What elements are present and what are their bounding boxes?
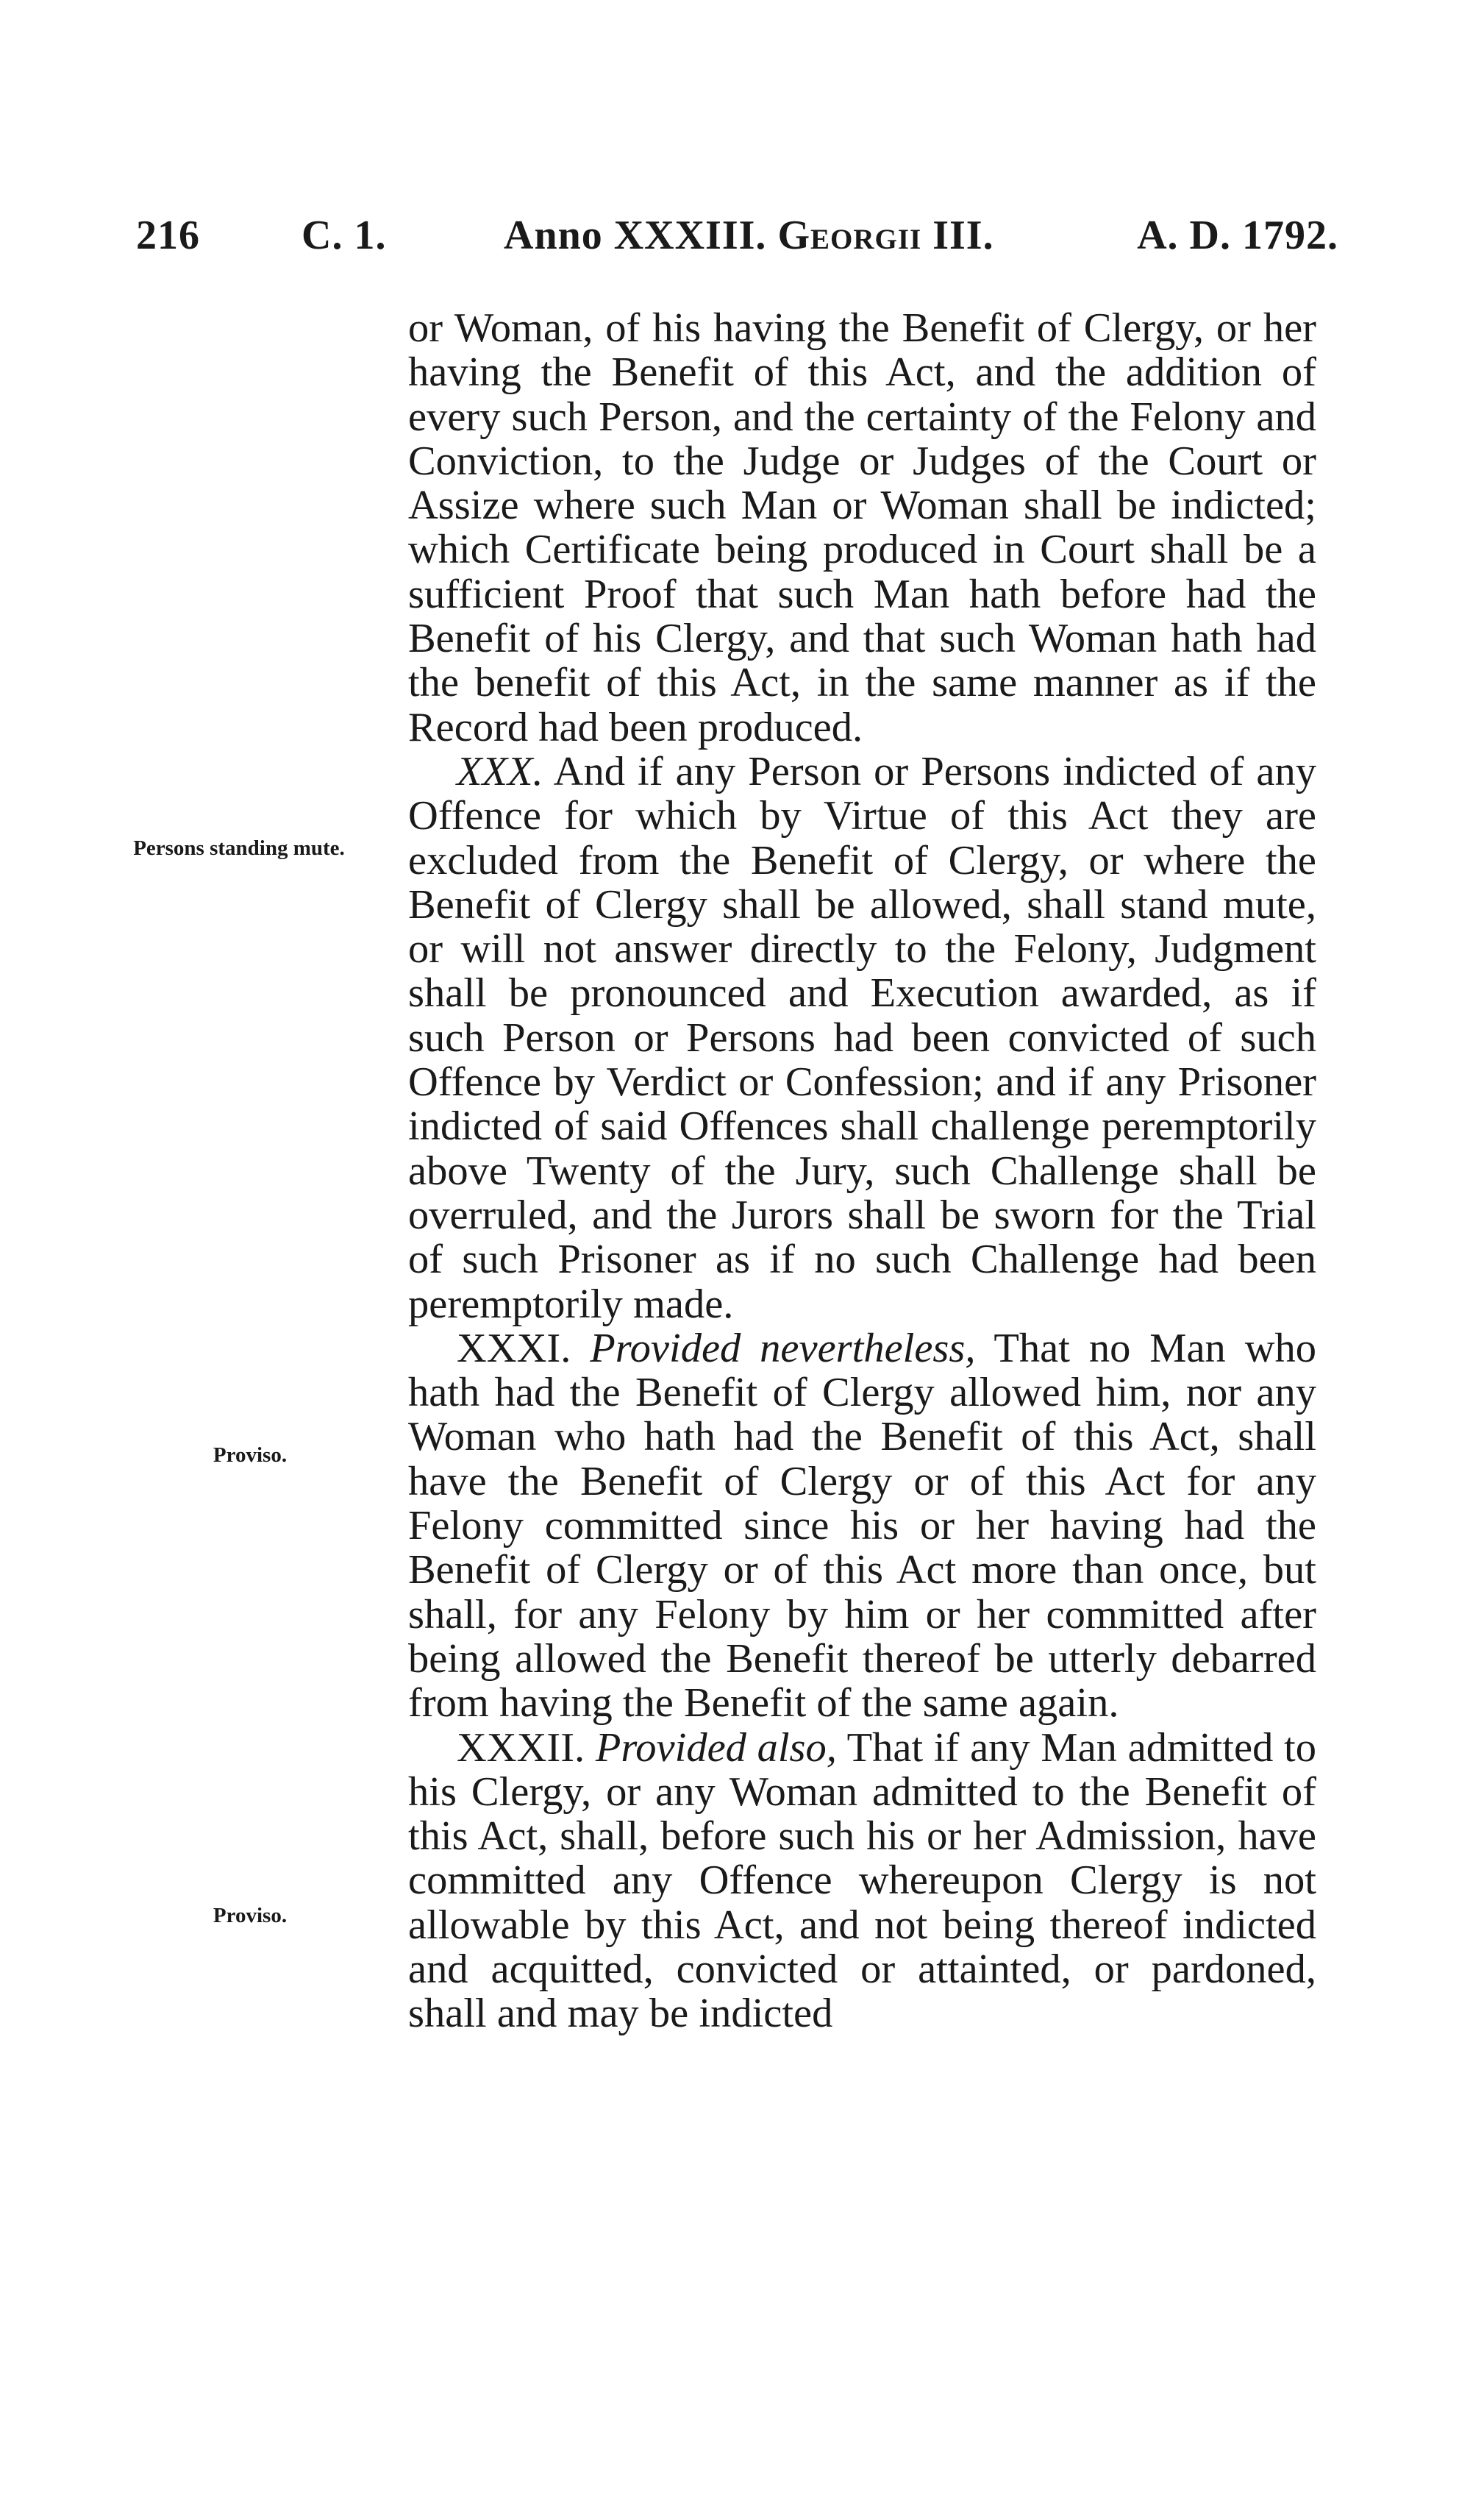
title-suffix: III.: [932, 213, 994, 258]
section-text: And if any Person or Persons indicted of any Offence for which by Virtue of this Act they are excluded from the Benefit of Clergy, or where the Benefit of Clergy shall be allowed, shall stand mute, or will not answer directly to the Felony, Judgment shall be pronounced and Execution awarded, as if such Person or Persons had been convicted of such Offence by Verdict or Confession; and if any Prisoner indicted of said Offences shall challenge peremptorily above Twenty of the Jury, such Challenge shall be overruled, and the Jurors shall be sworn for the Trial of such Prisoner as if no such Challenge had been peremptorily made.: [408, 748, 1316, 1327]
section-lead: Provided nevertheless,: [590, 1325, 976, 1371]
margin-note-persons-standing-mute: Persons standing mute.: [133, 836, 345, 860]
section-text: That if any Man admitted to his Clergy, or any Woman admitted to the Benefit of this Act, shall, before such his or her Admission, have committed any Offence whereupon Clergy is not allowable by this Act, and not being thereof indicted and acquitted, convicted or attainted, or pardoned, shall and may be indicted: [408, 1724, 1316, 2037]
section-text: That no Man who hath had the Benefit of Clergy allowed him, nor any Woman who hath had the Benefit of this Act, shall have the Benefit of Clergy or of this Act for any Felony committed since his or her having had the Benefit of Clergy or of this Act more than once, but shall, for any Felony by him or her committed after being allowed the Benefit thereof be utterly debarred from having the Benefit of the same again.: [408, 1325, 1317, 1727]
margin-note-proviso: Proviso.: [213, 1904, 288, 1927]
title-prefix: Anno XXXIII.: [504, 213, 767, 258]
section-number: XXXII.: [457, 1724, 585, 1771]
section-lead: Provided also,: [595, 1724, 837, 1771]
paragraph-section-31: [408, 1326, 1316, 1726]
running-header: [136, 212, 1338, 263]
paragraph-continuation: or Woman, of his having the Benefit of Clergy, or her having the Benefit of this Act, and the addition of every such Person, and the certainty of the Felony and Conviction, to the Judge or Judges of the Court or Assize where such Man or Woman shall be indicted; which Certificate being produced in Court shall be a sufficient Proof that such Man hath before had the Benefit of his Clergy, and that such Woman hath had the benefit of this Act, in the same manner as if the Record had been produced.: [408, 305, 1316, 750]
title-king: Georgii: [777, 213, 922, 258]
body-text: [408, 306, 1316, 2036]
statute-title: [504, 212, 994, 259]
year: A. D. 1792.: [1137, 213, 1338, 258]
paragraph-section-30: [408, 750, 1316, 1326]
page-number: 216: [136, 213, 200, 258]
paragraph-section-32: [408, 1726, 1316, 2036]
section-number: XXXI.: [457, 1325, 571, 1371]
margin-note-proviso: Proviso.: [213, 1443, 288, 1467]
chapter-number: C. 1.: [302, 213, 387, 258]
section-number: XXX.: [457, 748, 543, 794]
